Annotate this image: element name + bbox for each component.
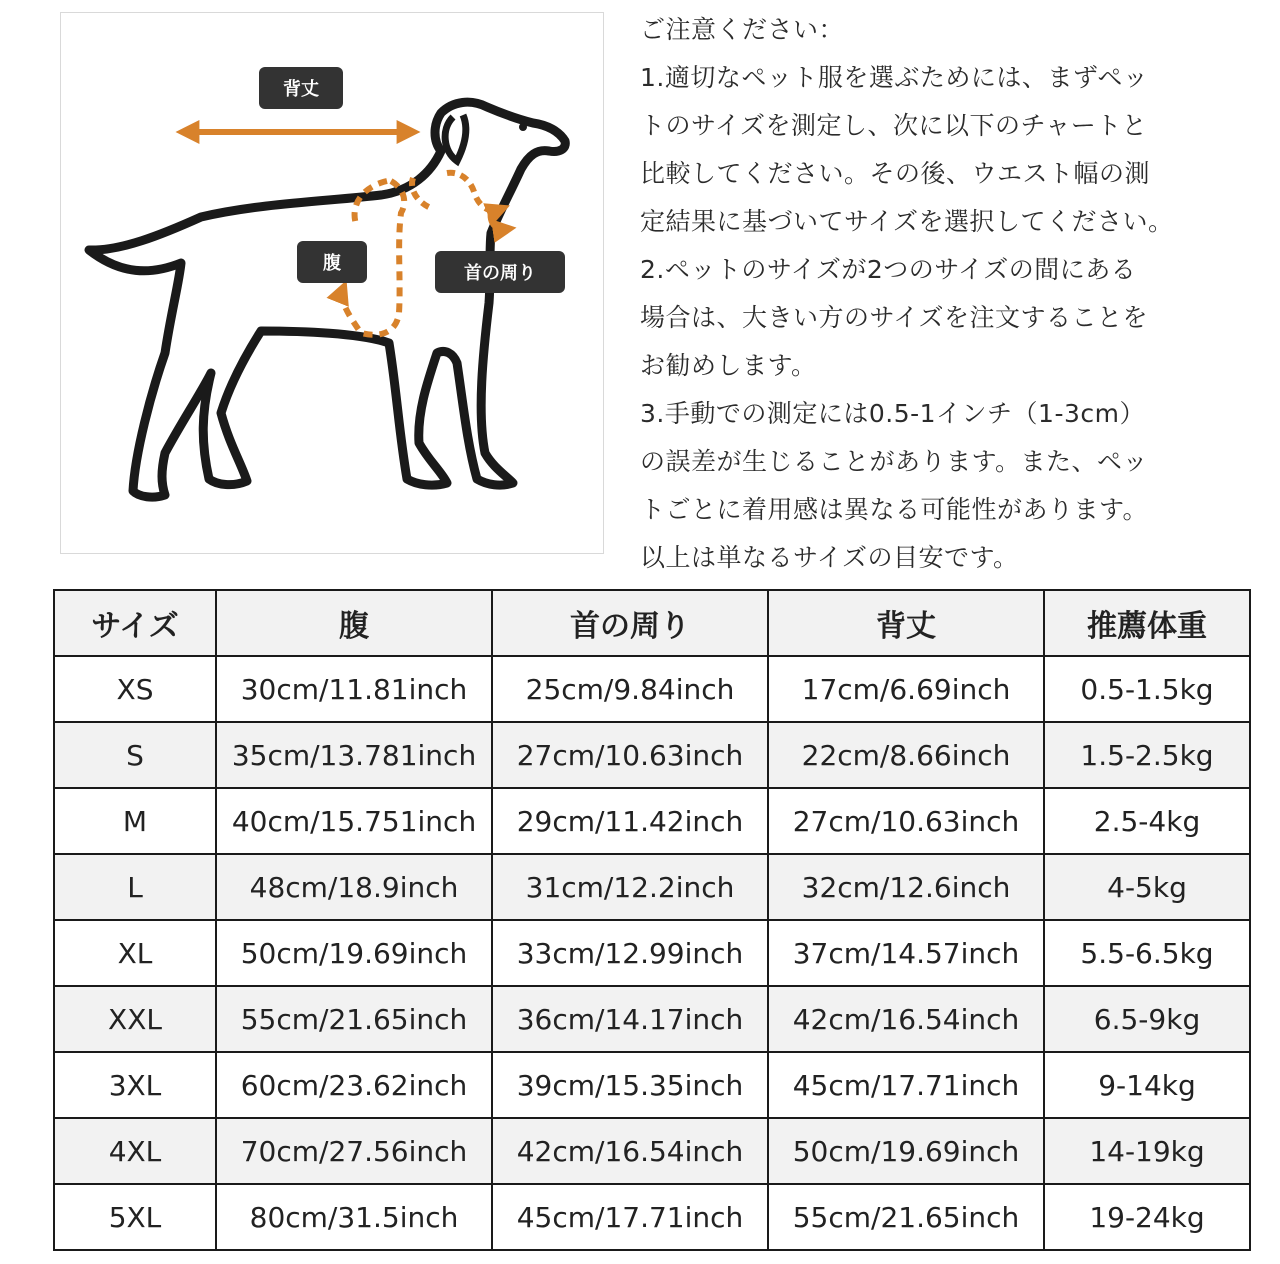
back-length-label: 背丈: [259, 67, 343, 109]
table-row: [54, 986, 1250, 1052]
cell-back-length: 55cm/21.65inch: [768, 1184, 1044, 1250]
cell-neck: 27cm/10.63inch: [492, 722, 768, 788]
notes-line: の誤差が生じることがあります。また、ペッ: [640, 447, 1149, 476]
table-row: [54, 1052, 1250, 1118]
neck-label: 首の周り: [435, 251, 565, 293]
notes-line: お勧めします。: [640, 351, 817, 380]
notes-line: 場合は、大きい方のサイズを注文することを: [640, 303, 1149, 332]
cell-size: 4XL: [54, 1118, 216, 1184]
notes-line: 2.ペットのサイズが2つのサイズの間にある: [640, 255, 1137, 284]
table-row: [54, 1184, 1250, 1250]
cell-weight: 2.5-4kg: [1044, 788, 1250, 854]
cell-neck: 33cm/12.99inch: [492, 920, 768, 986]
cell-back-length: 22cm/8.66inch: [768, 722, 1044, 788]
table-row: [54, 722, 1250, 788]
cell-neck: 29cm/11.42inch: [492, 788, 768, 854]
cell-weight: 4-5kg: [1044, 854, 1250, 920]
notes-line: トごとに着用感は異なる可能性があります。: [640, 495, 1149, 524]
cell-belly: 50cm/19.69inch: [216, 920, 492, 986]
header-size: サイズ: [54, 590, 216, 656]
table-row: [54, 854, 1250, 920]
size-notes: [640, 6, 1270, 582]
measurement-diagram: [60, 12, 604, 554]
notes-line: 定結果に基づいてサイズを選択してください。: [640, 207, 1174, 236]
notes-line: 1.適切なペット服を選ぶためには、まずペッ: [640, 63, 1149, 92]
header-back-length: 背丈: [768, 590, 1044, 656]
cell-belly: 70cm/27.56inch: [216, 1118, 492, 1184]
dog-eye: [519, 123, 527, 131]
notes-line: 比較してください。その後、ウエスト幅の測: [640, 159, 1151, 188]
cell-size: XXL: [54, 986, 216, 1052]
cell-back-length: 32cm/12.6inch: [768, 854, 1044, 920]
cell-neck: 39cm/15.35inch: [492, 1052, 768, 1118]
cell-size: 5XL: [54, 1184, 216, 1250]
header-weight: 推薦体重: [1044, 590, 1250, 656]
cell-weight: 19-24kg: [1044, 1184, 1250, 1250]
cell-size: M: [54, 788, 216, 854]
notes-line: 3.手動での測定には0.5-1インチ（1-3cm）: [640, 399, 1145, 428]
notes-line: トのサイズを測定し、次に以下のチャートと: [640, 111, 1148, 140]
cell-belly: 30cm/11.81inch: [216, 656, 492, 722]
cell-belly: 48cm/18.9inch: [216, 854, 492, 920]
table-row: [54, 788, 1250, 854]
cell-size: XS: [54, 656, 216, 722]
table-row: [54, 1118, 1250, 1184]
cell-neck: 45cm/17.71inch: [492, 1184, 768, 1250]
notes-line: 以上は単なるサイズの目安です。: [640, 543, 1019, 572]
header-neck: 首の周り: [492, 590, 768, 656]
cell-back-length: 37cm/14.57inch: [768, 920, 1044, 986]
cell-belly: 55cm/21.65inch: [216, 986, 492, 1052]
cell-back-length: 17cm/6.69inch: [768, 656, 1044, 722]
header-belly: 腹: [216, 590, 492, 656]
cell-size: 3XL: [54, 1052, 216, 1118]
size-chart-table: [53, 589, 1251, 1251]
cell-back-length: 27cm/10.63inch: [768, 788, 1044, 854]
cell-belly: 35cm/13.781inch: [216, 722, 492, 788]
dog-ear: [445, 115, 466, 161]
cell-weight: 0.5-1.5kg: [1044, 656, 1250, 722]
cell-weight: 6.5-9kg: [1044, 986, 1250, 1052]
cell-back-length: 42cm/16.54inch: [768, 986, 1044, 1052]
cell-neck: 25cm/9.84inch: [492, 656, 768, 722]
cell-neck: 31cm/12.2inch: [492, 854, 768, 920]
cell-back-length: 50cm/19.69inch: [768, 1118, 1044, 1184]
dog-outline: [89, 102, 565, 497]
cell-size: L: [54, 854, 216, 920]
cell-size: XL: [54, 920, 216, 986]
cell-belly: 80cm/31.5inch: [216, 1184, 492, 1250]
cell-weight: 1.5-2.5kg: [1044, 722, 1250, 788]
notes-line: ご注意ください：: [640, 15, 845, 44]
cell-size: S: [54, 722, 216, 788]
cell-weight: 9-14kg: [1044, 1052, 1250, 1118]
cell-weight: 5.5-6.5kg: [1044, 920, 1250, 986]
cell-neck: 36cm/14.17inch: [492, 986, 768, 1052]
table-row: [54, 656, 1250, 722]
table-header-row: [54, 590, 1250, 656]
belly-label: 腹: [297, 241, 367, 283]
cell-belly: 40cm/15.751inch: [216, 788, 492, 854]
cell-belly: 60cm/23.62inch: [216, 1052, 492, 1118]
table-body: [54, 656, 1250, 1250]
cell-back-length: 45cm/17.71inch: [768, 1052, 1044, 1118]
table-row: [54, 920, 1250, 986]
cell-weight: 14-19kg: [1044, 1118, 1250, 1184]
cell-neck: 42cm/16.54inch: [492, 1118, 768, 1184]
